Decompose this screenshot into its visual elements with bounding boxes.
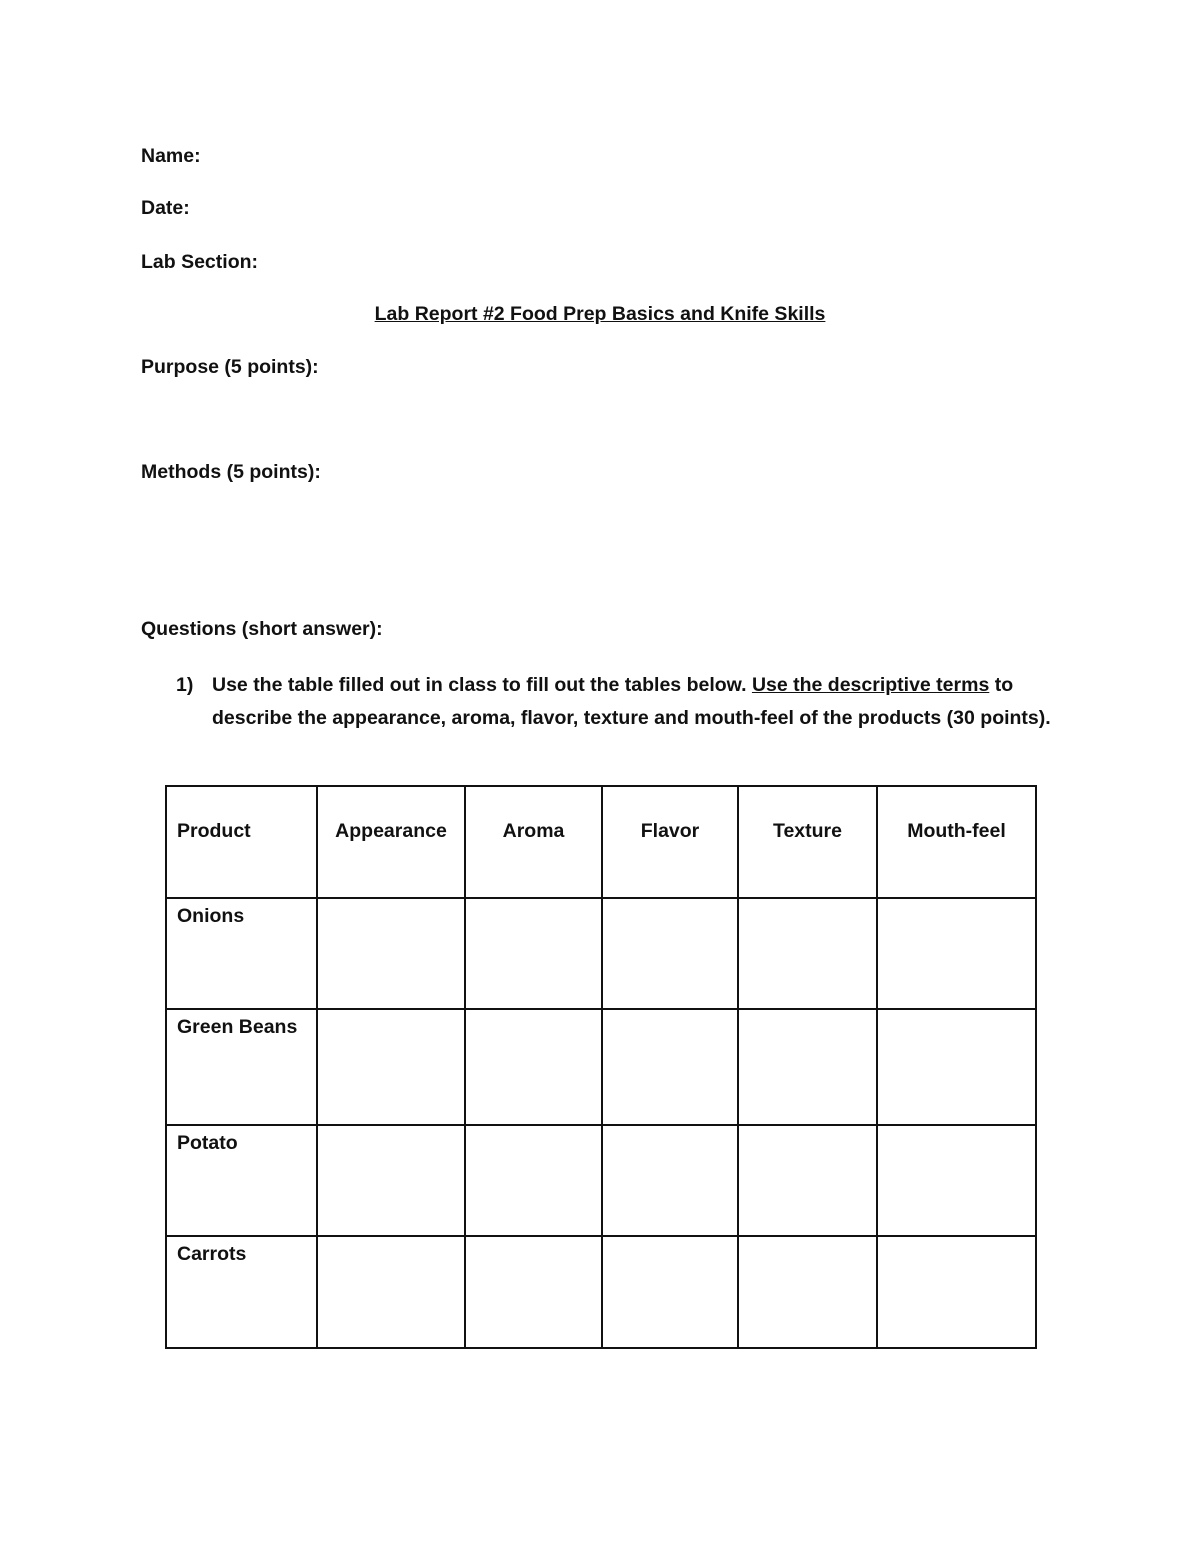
methods-heading: Methods (5 points):	[141, 461, 321, 483]
document-title: Lab Report #2 Food Prep Basics and Knife Skills	[374, 303, 826, 325]
table-row	[166, 898, 1036, 1009]
appearance-cell[interactable]	[317, 1236, 465, 1348]
product-cell: Carrots	[166, 1236, 317, 1348]
question-text-start: Use the table filled out in class to fill out the tables below.	[212, 674, 752, 696]
question-number: 1)	[176, 674, 194, 696]
aroma-cell[interactable]	[465, 1125, 602, 1236]
product-cell: Potato	[166, 1125, 317, 1236]
texture-cell[interactable]	[738, 1125, 877, 1236]
mouth-feel-cell[interactable]	[877, 1125, 1036, 1236]
product-evaluation-table	[165, 785, 1037, 1349]
flavor-cell[interactable]	[602, 898, 738, 1009]
table-header-row	[166, 786, 1036, 898]
appearance-cell[interactable]	[317, 1125, 465, 1236]
column-header: Texture	[738, 786, 877, 898]
date-label: Date:	[141, 197, 190, 219]
texture-cell[interactable]	[738, 1236, 877, 1348]
lab-section-label: Lab Section:	[141, 251, 259, 273]
aroma-cell[interactable]	[465, 1236, 602, 1348]
column-header: Appearance	[317, 786, 465, 898]
column-header: Flavor	[602, 786, 738, 898]
question-1	[176, 669, 1076, 735]
column-header: Aroma	[465, 786, 602, 898]
table-row	[166, 1125, 1036, 1236]
table-row	[166, 1236, 1036, 1348]
flavor-cell[interactable]	[602, 1236, 738, 1348]
appearance-cell[interactable]	[317, 1009, 465, 1125]
flavor-cell[interactable]	[602, 1125, 738, 1236]
column-header: Mouth-feel	[877, 786, 1036, 898]
question-text	[212, 669, 1076, 735]
question-text-end: to describe the appearance, aroma, flavor, texture and mouth-feel of the products (30 points).	[212, 674, 1051, 729]
flavor-cell[interactable]	[602, 1009, 738, 1125]
texture-cell[interactable]	[738, 898, 877, 1009]
mouth-feel-cell[interactable]	[877, 1236, 1036, 1348]
aroma-cell[interactable]	[465, 898, 602, 1009]
appearance-cell[interactable]	[317, 898, 465, 1009]
question-text-underlined: Use the descriptive terms	[751, 674, 990, 696]
questions-heading: Questions (short answer):	[141, 618, 383, 640]
table-row	[166, 1009, 1036, 1125]
mouth-feel-cell[interactable]	[877, 1009, 1036, 1125]
product-cell: Onions	[166, 898, 317, 1009]
purpose-heading: Purpose (5 points):	[141, 356, 319, 378]
product-cell: Green Beans	[166, 1009, 317, 1125]
name-label: Name:	[141, 145, 201, 167]
mouth-feel-cell[interactable]	[877, 898, 1036, 1009]
column-header: Product	[166, 786, 317, 898]
texture-cell[interactable]	[738, 1009, 877, 1125]
aroma-cell[interactable]	[465, 1009, 602, 1125]
